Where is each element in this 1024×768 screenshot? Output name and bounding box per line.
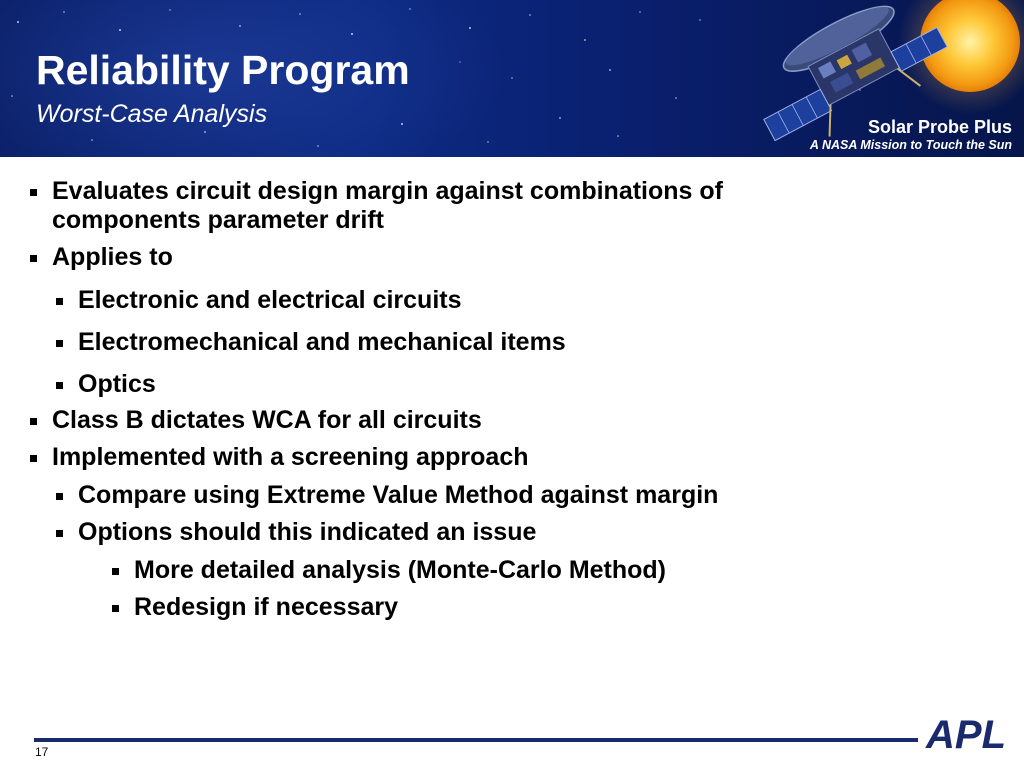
slide-title: Reliability Program: [36, 47, 410, 93]
bullet-square-icon: [30, 255, 37, 262]
mission-name: Solar Probe Plus: [867, 117, 1012, 137]
bullet-text: Evaluates circuit design margin against combinations of: [52, 177, 723, 205]
bullet-text: Implemented with a screening approach: [52, 443, 529, 471]
bullet-text: Compare using Extreme Value Method against margin: [78, 481, 719, 509]
bullet-text: Applies to: [52, 243, 173, 271]
bullet-square-icon: [112, 568, 119, 575]
bullet-item: [52, 177, 723, 206]
bullet-text: Optics: [78, 370, 156, 398]
bullet-item: [52, 243, 173, 272]
apl-logo: [924, 712, 1006, 757]
bullet-text: Class B dictates WCA for all circuits: [52, 406, 482, 434]
sub-bullet-item: [78, 518, 536, 547]
bullet-text: Options should this indicated an issue: [78, 518, 537, 546]
bullet-text: components parameter drift: [52, 206, 385, 234]
bullet-text: Redesign if necessary: [134, 593, 399, 621]
bullet-item: [52, 406, 482, 435]
footer-rule: [34, 738, 918, 742]
bullet-square-icon: [30, 189, 37, 196]
bullet-item-continued: [52, 206, 384, 235]
bullet-square-icon: [112, 605, 119, 612]
sub-bullet-item: [78, 481, 718, 510]
sub-bullet-item: [78, 370, 156, 399]
mission-tagline: A NASA Mission to Touch the Sun: [809, 138, 1012, 152]
sub-bullet-item: [78, 328, 566, 357]
sub-bullet-item: [78, 286, 462, 315]
bullet-item: [52, 443, 529, 472]
page-number: 17: [35, 745, 49, 759]
bullet-square-icon: [56, 298, 63, 305]
sub-sub-bullet-item: [134, 593, 398, 622]
bullet-text: More detailed analysis (Monte-Carlo Method): [134, 556, 667, 584]
sub-sub-bullet-item: [134, 556, 666, 585]
bullet-square-icon: [30, 418, 37, 425]
bullet-text: Electronic and electrical circuits: [78, 286, 462, 314]
bullet-square-icon: [56, 493, 63, 500]
apl-logo-text: APL: [926, 713, 1006, 757]
header-banner: [0, 0, 1024, 157]
bullet-square-icon: [56, 382, 63, 389]
bullet-text: Electromechanical and mechanical items: [78, 328, 566, 356]
slide-subtitle: Worst-Case Analysis: [36, 100, 268, 128]
bullet-square-icon: [30, 455, 37, 462]
bullet-square-icon: [56, 340, 63, 347]
bullet-square-icon: [56, 530, 63, 537]
